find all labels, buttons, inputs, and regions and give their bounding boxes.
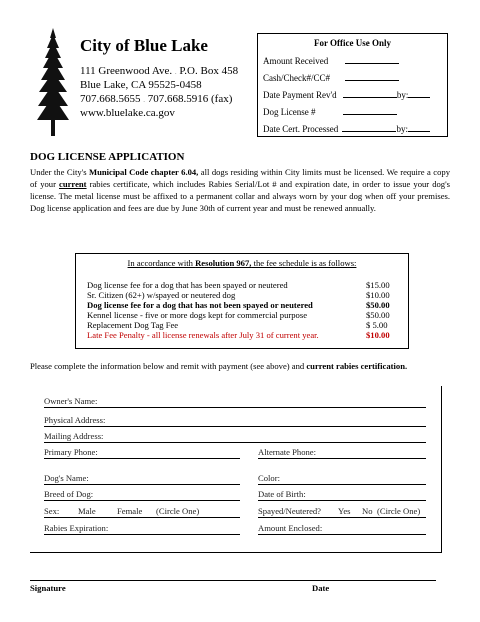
- office-by-label: by:: [396, 90, 409, 100]
- fee-item: Dog license fee for a dog that has been spayed or neutered: [87, 280, 288, 290]
- office-blank: [343, 106, 397, 115]
- office-by-label: by:: [396, 124, 408, 134]
- dog-name-field[interactable]: [44, 484, 240, 485]
- intro-text: all dogs residing within City limits must be licensed. We require a copy of your: [30, 167, 450, 190]
- office-row-label: Cash/Check#/CC#: [263, 73, 330, 83]
- alternate-phone-field[interactable]: [258, 458, 426, 459]
- primary-phone-field[interactable]: [44, 458, 240, 459]
- page-title: DOG LICENSE APPLICATION: [30, 151, 185, 163]
- rabies-expiration-field[interactable]: [44, 534, 240, 535]
- office-use-box: [257, 33, 448, 137]
- website: www.bluelake.ca.gov: [80, 107, 175, 119]
- fax-number: 707.668.5916 (fax): [147, 93, 233, 105]
- office-row-license: [263, 106, 445, 117]
- complete-instructions: [30, 361, 407, 371]
- office-row-amount: [263, 55, 445, 66]
- street-address: 111 Greenwood Ave.: [80, 65, 173, 77]
- sex-option-male[interactable]: Male: [78, 506, 96, 516]
- intro-paragraph: [30, 166, 450, 214]
- phone-number: 707.668.5655: [80, 93, 141, 105]
- fee-item: Dog license fee for a dog that has not been spayed or neutered: [87, 300, 313, 310]
- office-row-label: Date Cert. Processed: [263, 124, 339, 134]
- separator-dot: .: [143, 96, 145, 104]
- signature-line[interactable]: [30, 580, 436, 581]
- fee-amount: $10.00: [366, 290, 390, 300]
- office-row-date-rev: [263, 89, 445, 100]
- spayed-option-no[interactable]: No: [362, 506, 373, 516]
- sex-circle-one: (Circle One): [156, 506, 200, 516]
- fee-amount: $ 5.00: [366, 320, 388, 330]
- phone-line: [80, 92, 232, 107]
- po-box: P.O. Box 458: [179, 65, 239, 77]
- late-fee-amount: $10.00: [366, 330, 390, 340]
- spayed-label: Spayed/Neutered?: [258, 506, 321, 516]
- fee-title-text: In accordance with: [127, 258, 196, 268]
- late-fee-item: Late Fee Penalty - all license renewals after July 31 of current year.: [87, 330, 319, 340]
- primary-phone-label: Primary Phone:: [44, 447, 98, 457]
- fee-item: Kennel license - five or more dogs kept for commercial purpose: [87, 310, 308, 320]
- office-blank: [343, 89, 397, 98]
- color-field[interactable]: [258, 484, 426, 485]
- amount-enclosed-field[interactable]: [258, 534, 426, 535]
- sex-option-female[interactable]: Female: [117, 506, 143, 516]
- address-line-2: Blue Lake, CA 95525-0458: [80, 79, 202, 91]
- physical-address-label: Physical Address:: [44, 415, 106, 425]
- fee-title-text: the fee schedule is as follows:: [251, 258, 357, 268]
- office-blank: [408, 123, 430, 132]
- city-name: City of Blue Lake: [80, 36, 208, 55]
- spayed-circle-one: (Circle One): [377, 506, 421, 516]
- fee-item: Replacement Dog Tag Fee: [87, 320, 179, 330]
- alternate-phone-label: Alternate Phone:: [258, 447, 316, 457]
- resolution-ref: Resolution 967,: [195, 258, 252, 268]
- office-row-label: Date Payment Rev'd: [263, 90, 337, 100]
- office-blank: [342, 123, 396, 132]
- spayed-option-yes[interactable]: Yes: [338, 506, 351, 516]
- dob-field[interactable]: [258, 500, 426, 501]
- breed-field[interactable]: [44, 500, 240, 501]
- rabies-expiration-label: Rabies Expiration:: [44, 523, 109, 533]
- office-blank: [345, 55, 399, 64]
- fee-schedule-box: [75, 253, 409, 349]
- owner-name-field[interactable]: [44, 407, 426, 408]
- mailing-address-label: Mailing Address:: [44, 431, 104, 441]
- separator-dot: .: [174, 68, 177, 76]
- color-label: Color:: [258, 473, 280, 483]
- mailing-address-field[interactable]: [44, 442, 426, 443]
- rabies-emphasis: current rabies certification.: [306, 361, 408, 371]
- sex-label: Sex:: [44, 506, 60, 516]
- current-emphasis: current: [59, 179, 87, 190]
- application-form: [30, 386, 442, 553]
- intro-text: rabies certificate, which includes Rabies Serial/Lot # and expiration date, in order to issue your dog's license. The metal license must be affixed to a permanent collar and always worn by your dog when off your premises. Dog license application and fees are due by June 30th of current year and must be renewed annually.: [30, 179, 450, 214]
- code-reference: Municipal Code chapter 6.04,: [89, 167, 199, 177]
- address-line-1: [80, 64, 238, 79]
- office-row-cert: [263, 123, 445, 134]
- fee-amount: $50.00: [366, 310, 390, 320]
- tree-logo-icon: [36, 28, 70, 138]
- office-row-payment: [263, 72, 445, 83]
- breed-label: Breed of Dog:: [44, 489, 94, 499]
- owner-name-label: Owner's Name:: [44, 396, 98, 406]
- fee-amount: $15.00: [366, 280, 390, 290]
- office-row-label: Dog License #: [263, 107, 316, 117]
- fee-schedule-title: [76, 258, 408, 268]
- sex-field: [44, 517, 240, 518]
- office-row-label: Amount Received: [263, 56, 329, 66]
- date-label: Date: [312, 583, 330, 593]
- complete-text: Please complete the information below and remit with payment (see above) and: [30, 361, 307, 371]
- dob-label: Date of Birth:: [258, 489, 306, 499]
- office-blank: [345, 72, 399, 81]
- fee-item: Sr. Citizen (62+) w/spayed or neutered dog: [87, 290, 236, 300]
- signature-label: Signature: [30, 583, 66, 593]
- amount-enclosed-label: Amount Enclosed:: [258, 523, 323, 533]
- office-blank: [408, 89, 430, 98]
- office-use-title: For Office Use Only: [313, 38, 392, 48]
- dog-name-label: Dog's Name:: [44, 473, 89, 483]
- intro-text: Under the City's: [30, 167, 89, 177]
- spayed-field: [258, 517, 426, 518]
- physical-address-field[interactable]: [44, 426, 426, 427]
- fee-amount: $50.00: [366, 300, 390, 310]
